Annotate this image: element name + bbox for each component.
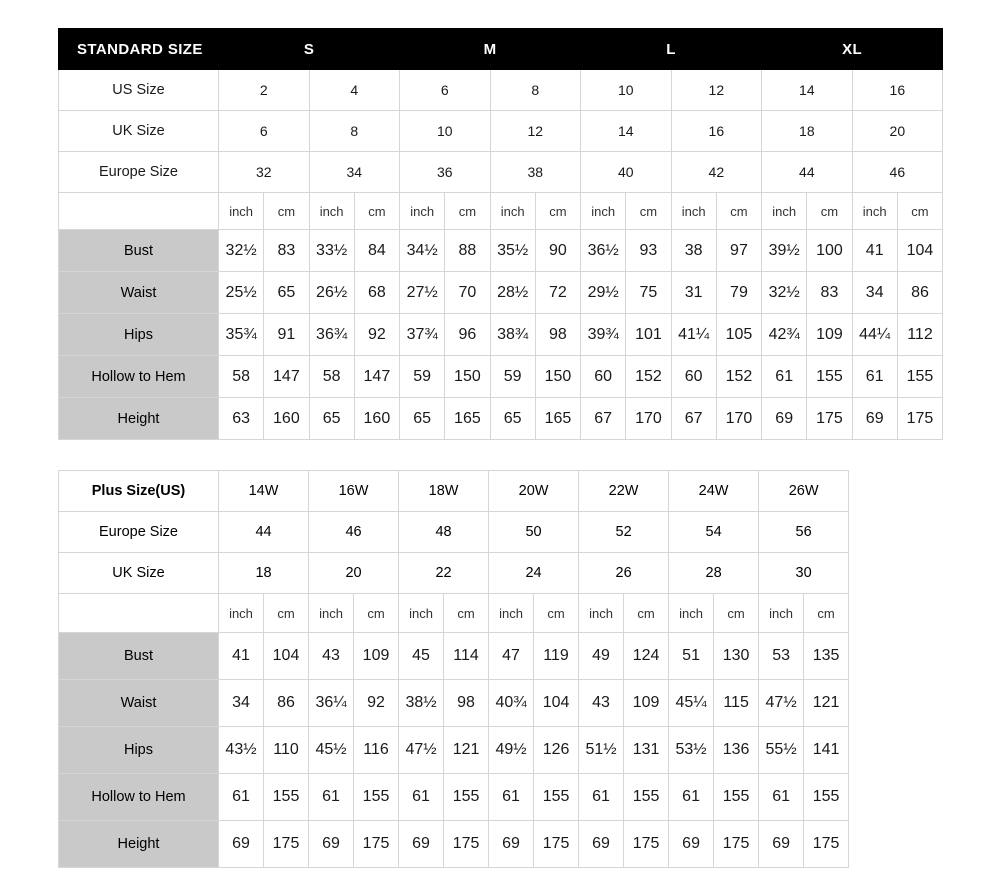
cell: 115 [714,680,759,727]
measurement-label: Waist [59,272,219,314]
cell: 48 [399,512,489,553]
unit-cell: inch [852,193,897,230]
cell: 121 [444,727,489,774]
cell: 61 [762,356,807,398]
cell: 110 [264,727,309,774]
cell: 20W [489,471,579,512]
row-label: US Size [59,70,219,111]
cell: 69 [399,821,444,868]
cell: 61 [399,774,444,821]
cell: 40¾ [489,680,534,727]
cell: 32½ [762,272,807,314]
cell: 155 [264,774,309,821]
cell: 75 [626,272,671,314]
size-group-l: L [581,29,762,70]
cell: 170 [626,398,671,440]
measurement-label: Bust [59,230,219,272]
cell: 175 [354,821,399,868]
cell: 60 [581,356,626,398]
cell: 68 [354,272,399,314]
cell: 14 [581,111,672,152]
cell: 27½ [400,272,445,314]
cell: 61 [579,774,624,821]
cell: 155 [714,774,759,821]
unit-cell: cm [624,594,669,633]
cell: 10 [400,111,491,152]
cell: 175 [714,821,759,868]
cell: 36¾ [309,314,354,356]
measurement-label: Hollow to Hem [59,774,219,821]
cell: 44 [219,512,309,553]
cell: 34 [852,272,897,314]
table-row [59,230,943,272]
cell: 18 [762,111,853,152]
unit-cell: cm [804,594,849,633]
unit-cell: inch [581,193,626,230]
row-label: Europe Size [59,512,219,553]
cell: 44¼ [852,314,897,356]
cell: 37¾ [400,314,445,356]
table-row [59,111,943,152]
measurement-label: Waist [59,680,219,727]
cell: 84 [354,230,399,272]
cell: 47½ [759,680,804,727]
table-row [59,680,849,727]
size-group-xl: XL [762,29,943,70]
cell: 114 [444,633,489,680]
unit-cell: cm [807,193,852,230]
table-row [59,398,943,440]
table-row [59,774,849,821]
table-row [59,727,849,774]
cell: 24 [489,553,579,594]
unit-row-label [59,594,219,633]
cell: 58 [309,356,354,398]
unit-cell: inch [671,193,716,230]
cell: 31 [671,272,716,314]
cell: 101 [626,314,671,356]
cell: 135 [804,633,849,680]
cell: 44 [762,152,853,193]
cell: 28 [669,553,759,594]
cell: 98 [535,314,580,356]
cell: 155 [444,774,489,821]
measurement-label: Height [59,821,219,868]
unit-cell: cm [444,594,489,633]
measurement-label: Hips [59,314,219,356]
cell: 160 [264,398,309,440]
table-row [59,152,943,193]
cell: 119 [534,633,579,680]
cell: 43 [579,680,624,727]
measurement-label: Bust [59,633,219,680]
cell: 150 [535,356,580,398]
cell: 90 [535,230,580,272]
cell: 45½ [309,727,354,774]
cell: 61 [489,774,534,821]
cell: 72 [535,272,580,314]
unit-row-label [59,193,219,230]
cell: 39¾ [581,314,626,356]
cell: 130 [714,633,759,680]
cell: 61 [219,774,264,821]
cell: 65 [309,398,354,440]
unit-cell: inch [309,193,354,230]
cell: 34½ [400,230,445,272]
cell: 20 [309,553,399,594]
cell: 91 [264,314,309,356]
cell: 46 [309,512,399,553]
cell: 10 [581,70,672,111]
cell: 97 [716,230,761,272]
measurement-label: Hollow to Hem [59,356,219,398]
cell: 35½ [490,230,535,272]
cell: 60 [671,356,716,398]
cell: 69 [762,398,807,440]
unit-cell: cm [264,193,309,230]
cell: 2 [219,70,310,111]
cell: 49 [579,633,624,680]
cell: 175 [624,821,669,868]
cell: 38 [671,230,716,272]
cell: 51 [669,633,714,680]
cell: 14W [219,471,309,512]
cell: 98 [444,680,489,727]
cell: 36½ [581,230,626,272]
cell: 43 [309,633,354,680]
cell: 22W [579,471,669,512]
cell: 55½ [759,727,804,774]
cell: 155 [807,356,852,398]
cell: 12 [671,70,762,111]
cell: 79 [716,272,761,314]
row-label: UK Size [59,111,219,152]
cell: 36 [400,152,491,193]
cell: 43½ [219,727,264,774]
cell: 96 [445,314,490,356]
unit-cell: cm [535,193,580,230]
cell: 121 [804,680,849,727]
table-row [59,356,943,398]
unit-cell: cm [445,193,490,230]
cell: 61 [852,356,897,398]
cell: 88 [445,230,490,272]
cell: 70 [445,272,490,314]
size-group-s: S [219,29,400,70]
row-label: UK Size [59,553,219,594]
cell: 165 [445,398,490,440]
cell: 141 [804,727,849,774]
cell: 69 [219,821,264,868]
cell: 147 [354,356,399,398]
unit-cell: inch [400,193,445,230]
standard-size-table [58,28,943,440]
cell: 131 [624,727,669,774]
cell: 175 [444,821,489,868]
cell: 45¼ [669,680,714,727]
cell: 20 [852,111,943,152]
cell: 175 [804,821,849,868]
cell: 116 [354,727,399,774]
unit-cell: cm [897,193,942,230]
cell: 100 [807,230,852,272]
unit-cell: cm [354,193,399,230]
cell: 61 [669,774,714,821]
cell: 41¼ [671,314,716,356]
table-row [59,512,849,553]
cell: 45 [399,633,444,680]
cell: 155 [534,774,579,821]
cell: 126 [534,727,579,774]
cell: 92 [354,314,399,356]
plus-size-section [58,470,942,868]
cell: 109 [807,314,852,356]
measurement-label: Hips [59,727,219,774]
cell: 92 [354,680,399,727]
cell: 8 [490,70,581,111]
cell: 38½ [399,680,444,727]
cell: 67 [581,398,626,440]
cell: 34 [219,680,264,727]
cell: 61 [759,774,804,821]
cell: 150 [445,356,490,398]
cell: 29½ [581,272,626,314]
cell: 175 [264,821,309,868]
cell: 165 [535,398,580,440]
cell: 40 [581,152,672,193]
unit-cell: inch [489,594,534,633]
cell: 170 [716,398,761,440]
cell: 58 [219,356,264,398]
table-row [59,70,943,111]
cell: 42¾ [762,314,807,356]
cell: 69 [759,821,804,868]
cell: 104 [534,680,579,727]
unit-cell: inch [309,594,354,633]
cell: 28½ [490,272,535,314]
cell: 49½ [489,727,534,774]
table-row [59,272,943,314]
cell: 25½ [219,272,264,314]
cell: 22 [399,553,489,594]
cell: 34 [309,152,400,193]
cell: 155 [354,774,399,821]
table-row [59,553,849,594]
cell: 69 [489,821,534,868]
cell: 65 [264,272,309,314]
cell: 12 [490,111,581,152]
table-row [59,821,849,868]
cell: 175 [897,398,942,440]
cell: 160 [354,398,399,440]
unit-cell: cm [716,193,761,230]
cell: 155 [624,774,669,821]
unit-cell: inch [759,594,804,633]
cell: 136 [714,727,759,774]
unit-cell: inch [579,594,624,633]
standard-title: STANDARD SIZE [59,29,219,70]
cell: 6 [219,111,310,152]
cell: 175 [534,821,579,868]
cell: 38 [490,152,581,193]
cell: 155 [897,356,942,398]
cell: 39½ [762,230,807,272]
cell: 67 [671,398,716,440]
cell: 86 [897,272,942,314]
cell: 65 [490,398,535,440]
plus-unit-row [59,594,849,633]
cell: 109 [624,680,669,727]
cell: 104 [264,633,309,680]
cell: 56 [759,512,849,553]
cell: 4 [309,70,400,111]
cell: 26W [759,471,849,512]
unit-cell: cm [714,594,759,633]
cell: 8 [309,111,400,152]
cell: 59 [490,356,535,398]
cell: 104 [897,230,942,272]
cell: 63 [219,398,264,440]
unit-cell: cm [354,594,399,633]
cell: 26 [579,553,669,594]
table-row [59,633,849,680]
unit-cell: cm [264,594,309,633]
cell: 61 [309,774,354,821]
cell: 109 [354,633,399,680]
cell: 6 [400,70,491,111]
cell: 14 [762,70,853,111]
cell: 69 [852,398,897,440]
cell: 26½ [309,272,354,314]
cell: 93 [626,230,671,272]
cell: 33½ [309,230,354,272]
cell: 35¾ [219,314,264,356]
cell: 59 [400,356,445,398]
cell: 38¾ [490,314,535,356]
unit-cell: cm [626,193,671,230]
unit-cell: inch [762,193,807,230]
cell: 152 [626,356,671,398]
cell: 42 [671,152,762,193]
cell: 24W [669,471,759,512]
plus-size-table [58,470,849,868]
cell: 32½ [219,230,264,272]
cell: 16 [671,111,762,152]
cell: 30 [759,553,849,594]
standard-unit-row [59,193,943,230]
plus-size-title: Plus Size(US) [59,471,219,512]
cell: 47 [489,633,534,680]
cell: 32 [219,152,310,193]
cell: 83 [264,230,309,272]
unit-cell: inch [219,594,264,633]
table-row [59,471,849,512]
cell: 69 [309,821,354,868]
cell: 152 [716,356,761,398]
cell: 147 [264,356,309,398]
cell: 36¼ [309,680,354,727]
measurement-label: Height [59,398,219,440]
cell: 155 [804,774,849,821]
cell: 105 [716,314,761,356]
cell: 16W [309,471,399,512]
cell: 112 [897,314,942,356]
cell: 65 [400,398,445,440]
cell: 18 [219,553,309,594]
cell: 83 [807,272,852,314]
cell: 50 [489,512,579,553]
cell: 41 [219,633,264,680]
unit-cell: inch [669,594,714,633]
cell: 52 [579,512,669,553]
cell: 51½ [579,727,624,774]
size-group-m: M [400,29,581,70]
cell: 16 [852,70,943,111]
cell: 46 [852,152,943,193]
cell: 47½ [399,727,444,774]
cell: 41 [852,230,897,272]
table-row [59,314,943,356]
row-label: Europe Size [59,152,219,193]
cell: 175 [807,398,852,440]
unit-cell: inch [219,193,264,230]
cell: 86 [264,680,309,727]
unit-cell: inch [490,193,535,230]
unit-cell: cm [534,594,579,633]
cell: 18W [399,471,489,512]
cell: 53½ [669,727,714,774]
cell: 124 [624,633,669,680]
cell: 69 [579,821,624,868]
unit-cell: inch [399,594,444,633]
standard-header-row [59,29,943,70]
cell: 53 [759,633,804,680]
cell: 54 [669,512,759,553]
cell: 69 [669,821,714,868]
